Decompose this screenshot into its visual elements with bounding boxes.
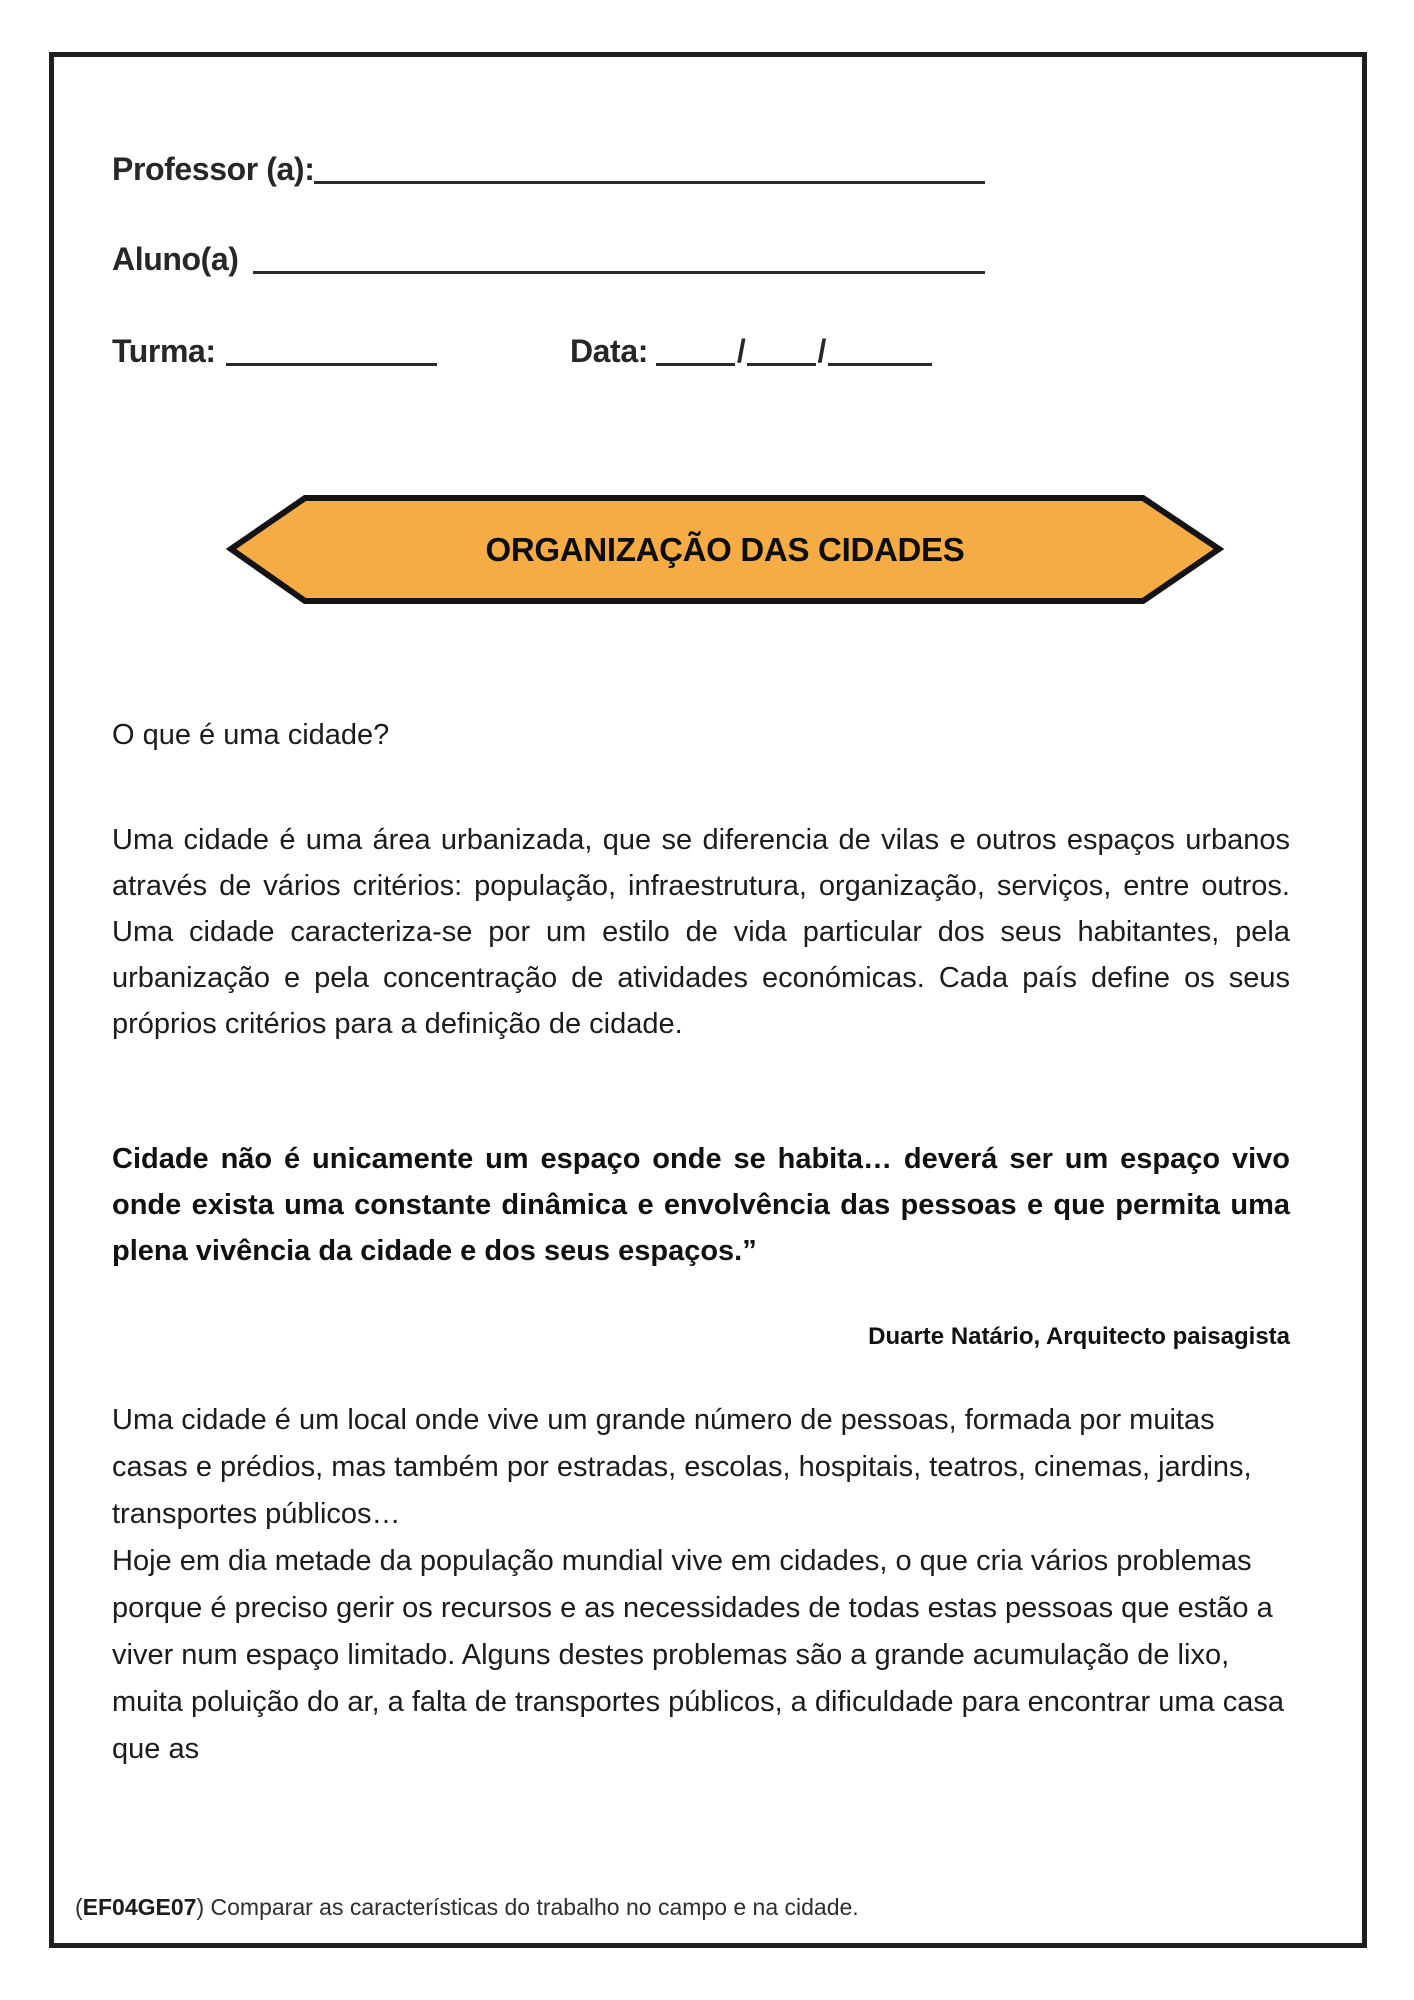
quote-paragraph: Cidade não é unicamente um espaço onde se habita… deverá ser um espaço vivo onde exista uma constante dinâmica e envolvência das pessoas e que permita uma plena vivência da cidade e dos seus espaços.”: [112, 1143, 1290, 1267]
date-year-blank: [828, 363, 932, 366]
worksheet-title: ORGANIZAÇÃO DAS CIDADES: [485, 530, 965, 568]
turma-label: Turma:: [112, 333, 216, 369]
question-text: O que é uma cidade?: [112, 719, 390, 751]
turma-blank-line: [226, 363, 438, 366]
professor-field-row: [112, 150, 985, 188]
footer-skill-line: [75, 1893, 1315, 1921]
date-separator: /: [736, 333, 746, 369]
body-paragraph-2: Hoje em dia metade da população mundial vive em cidades, o que cria vários problemas porque é preciso gerir os recursos e as necessidades de todas estas pessoas que estão a viver num espaço limitado. Alguns destes problemas são a grande acumulação de lixo, muita poluição do ar, a falta de transportes públicos, a dificuldade para encontrar uma casa que as: [112, 1545, 1284, 1765]
footer-description: ) Comparar as características do trabalho no campo e na cidade.: [196, 1894, 859, 1920]
title-banner: [225, 494, 1225, 605]
aluno-field-row: [112, 240, 985, 278]
aluno-label: Aluno(a): [112, 241, 239, 277]
professor-blank-line: [314, 181, 985, 184]
body-text-block: [112, 1397, 1290, 1773]
date-day-blank: [656, 363, 735, 366]
body-paragraph-1: Uma cidade é um local onde vive um grande número de pessoas, formada por muitas casas e prédios, mas também por estradas, escolas, hospitais, teatros, cinemas, jardins, transportes públicos…: [112, 1404, 1252, 1530]
professor-label: Professor (a):: [112, 151, 315, 187]
aluno-blank-line: [253, 271, 985, 274]
data-label: Data:: [569, 333, 648, 369]
page-border: [49, 52, 1367, 1948]
date-separator: /: [817, 333, 827, 369]
footer-skill-code: EF04GE07: [82, 1894, 197, 1920]
quote-attribution: Duarte Natário, Arquitecto paisagista: [868, 1323, 1290, 1350]
footer-paren-open: (: [75, 1894, 83, 1920]
intro-paragraph: Uma cidade é uma área urbanizada, que se diferencia de vilas e outros espaços urbanos através de vários critérios: população, infraestrutura, organização, serviços, entre outros. Uma cidade caracteriza-se por um estilo de vida particular dos seus habitantes, pela urbanização e pela concentração de atividades económicas. Cada país define os seus próprios critérios para a definição de cidade.: [112, 824, 1290, 1040]
date-month-blank: [747, 363, 815, 366]
turma-data-field-row: [112, 332, 932, 370]
